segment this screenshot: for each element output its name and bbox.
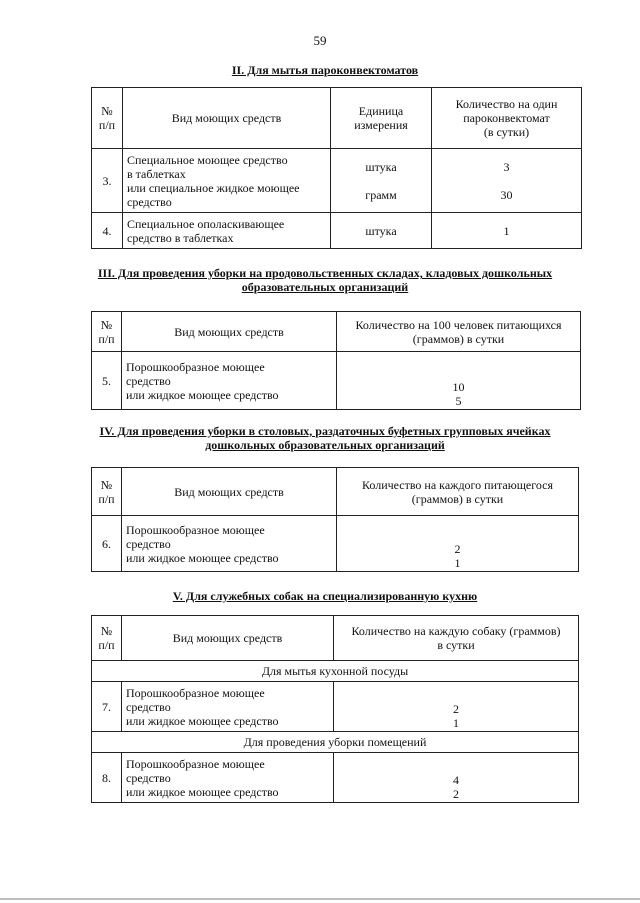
- subheader-dishwashing: Для мытья кухонной посуды: [92, 661, 579, 682]
- row-qty: 10 5: [337, 352, 581, 410]
- table-subheader-row: [92, 661, 579, 682]
- table-row: [92, 753, 579, 803]
- row-num: 8.: [92, 753, 122, 803]
- section-2-title: II. Для мытья пароконвектоматов: [231, 63, 419, 77]
- row-num: 3.: [92, 149, 123, 213]
- section-5-title: V. Для служебных собак на специализированную кухню: [172, 589, 478, 603]
- section-3-table: [91, 311, 581, 410]
- row-agent: Порошкообразное моющее средство или жидкое моющее средство: [122, 682, 334, 732]
- row-agent: Порошкообразное моющее средство или жидкое моющее средство: [122, 753, 334, 803]
- row-num: 6.: [92, 516, 122, 572]
- section-4-title: IV. Для проведения уборки в столовых, раздаточных буфетных групповых ячейках дошкольных образовательных организаций: [99, 424, 551, 452]
- page-number: 59: [313, 33, 327, 48]
- subheader-room-cleaning: Для проведения уборки помещений: [92, 732, 579, 753]
- header-num: № п/п: [92, 616, 122, 661]
- row-agent: Специальное ополаскивающее средство в таблетках: [123, 213, 331, 249]
- header-num: № п/п: [92, 88, 123, 149]
- row-num: 5.: [92, 352, 122, 410]
- table-row: [92, 516, 579, 572]
- header-qty: Количество на каждого питающегося (граммов) в сутки: [337, 468, 579, 516]
- table-header-row: [92, 312, 581, 352]
- header-qty: Количество на каждую собаку (граммов) в сутки: [334, 616, 579, 661]
- row-agent: Порошкообразное моющее средство или жидкое моющее средство: [122, 352, 337, 410]
- row-qty: 4 2: [334, 753, 579, 803]
- header-agent: Вид моющих средств: [122, 312, 337, 352]
- table-row: [92, 682, 579, 732]
- section-4-table: [91, 467, 579, 572]
- row-qty: 2 1: [334, 682, 579, 732]
- header-qty: Количество на один пароконвектомат (в сутки): [432, 88, 582, 149]
- section-3-title: III. Для проведения уборки на продовольственных складах, кладовых дошкольных образовательных организаций: [97, 266, 553, 294]
- table-row: [92, 149, 582, 213]
- header-agent: Вид моющих средств: [122, 616, 334, 661]
- header-unit: Единица измерения: [331, 88, 432, 149]
- row-num: 4.: [92, 213, 123, 249]
- row-num: 7.: [92, 682, 122, 732]
- header-agent: Вид моющих средств: [123, 88, 331, 149]
- table-header-row: [92, 616, 579, 661]
- table-row: [92, 213, 582, 249]
- header-agent: Вид моющих средств: [122, 468, 337, 516]
- header-qty: Количество на 100 человек питающихся (граммов) в сутки: [337, 312, 581, 352]
- row-unit: штука грамм: [331, 149, 432, 213]
- section-2-table: [91, 87, 582, 249]
- table-header-row: [92, 468, 579, 516]
- header-num: № п/п: [92, 312, 122, 352]
- row-unit: штука: [331, 213, 432, 249]
- row-qty: 1: [432, 213, 582, 249]
- row-agent: Специальное моющее средство в таблетках или специальное жидкое моющее средство: [123, 149, 331, 213]
- table-subheader-row: [92, 732, 579, 753]
- header-num: № п/п: [92, 468, 122, 516]
- table-header-row: [92, 88, 582, 149]
- section-5-table: [91, 615, 579, 803]
- row-agent: Порошкообразное моющее средство или жидкое моющее средство: [122, 516, 337, 572]
- row-qty: 3 30: [432, 149, 582, 213]
- table-row: [92, 352, 581, 410]
- row-qty: 2 1: [337, 516, 579, 572]
- scan-edge-line: [0, 898, 640, 900]
